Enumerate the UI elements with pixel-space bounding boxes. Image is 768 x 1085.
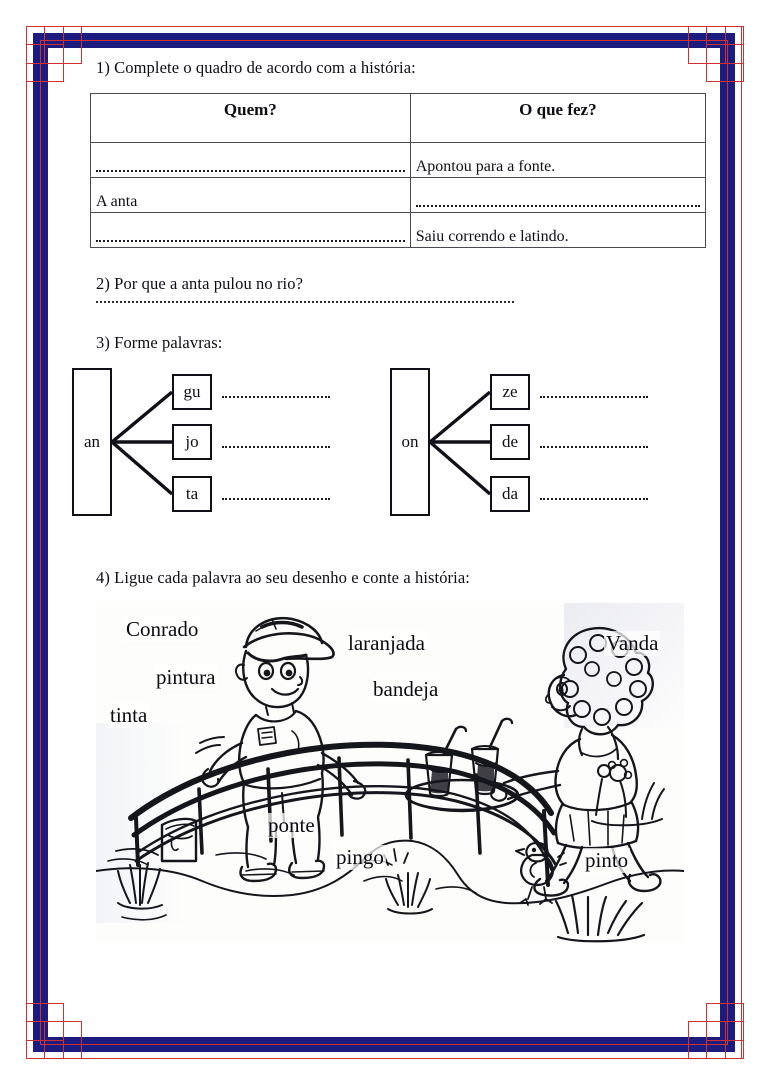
border-navy-top: [33, 33, 735, 48]
corner-knot-br-c: [706, 1003, 744, 1041]
corner-knot-bl-c: [26, 1003, 64, 1041]
picture-word-tinta[interactable]: tinta: [110, 702, 148, 727]
table-header-o-que-fez: O que fez?: [410, 93, 705, 142]
table-row: [91, 177, 706, 212]
corner-knot-bl-a: [26, 1021, 64, 1059]
stem-box-on: on: [390, 368, 430, 516]
corner-knot-tl-c: [26, 44, 64, 82]
picture-word-laranjada[interactable]: laranjada: [348, 630, 425, 655]
cell-fez-3: [410, 212, 705, 247]
cell-text: Saiu correndo e latindo.: [415, 227, 569, 245]
picture-word-vanda[interactable]: Vanda: [606, 630, 659, 655]
syllable-box-ta: ta: [172, 476, 212, 512]
stem-box-an: an: [72, 368, 112, 516]
table-header-row: [91, 93, 706, 142]
cell-text: A anta: [96, 192, 138, 210]
cell-quem-2: [91, 177, 411, 212]
cell-quem-1[interactable]: [91, 142, 411, 177]
word-builder-on: [390, 366, 708, 534]
syllable-box-gu: gu: [172, 374, 212, 410]
syllable-box-jo: jo: [172, 424, 212, 460]
picture-word-ponte[interactable]: ponte: [268, 812, 315, 837]
syllable-box-de: de: [490, 424, 530, 460]
question-4-block: [60, 568, 708, 943]
cell-fez-2[interactable]: [410, 177, 705, 212]
corner-knot-tr-c: [706, 44, 744, 82]
word-answer-blank[interactable]: [540, 396, 648, 398]
bridge-scene-illustration: [96, 603, 684, 943]
picture-word-conrado[interactable]: Conrado: [126, 616, 199, 641]
question-2-answer-blank[interactable]: [96, 301, 514, 303]
corner-knot-br-b: [688, 1021, 726, 1059]
corner-knot-bl-b: [44, 1021, 82, 1059]
border-navy-bottom: [33, 1037, 735, 1052]
table-row: [91, 212, 706, 247]
picture-word-pingo[interactable]: pingo: [336, 844, 384, 869]
picture-word-bandeja[interactable]: bandeja: [373, 676, 439, 701]
word-answer-blank[interactable]: [222, 446, 330, 448]
word-builders: [60, 366, 708, 534]
answer-blank[interactable]: [91, 170, 410, 177]
connector-lines-an: [72, 366, 390, 534]
question-3-prompt: 3) Forme palavras:: [96, 333, 223, 353]
story-table: [90, 93, 706, 248]
worksheet-content: [60, 58, 708, 943]
cell-quem-3[interactable]: [91, 212, 411, 247]
corner-knot-tr-a: [706, 26, 744, 64]
word-answer-blank[interactable]: [540, 446, 648, 448]
word-builder-an: [72, 366, 390, 534]
question-3-block: [60, 333, 708, 534]
question-2-prompt: 2) Por que a anta pulou no rio?: [96, 273, 304, 293]
syllable-box-da: da: [490, 476, 530, 512]
picture-word-pinto[interactable]: pinto: [585, 847, 629, 872]
cell-fez-1: [410, 142, 705, 177]
word-answer-blank[interactable]: [222, 396, 330, 398]
border-navy-left: [33, 33, 48, 1052]
word-answer-blank[interactable]: [222, 498, 330, 500]
table-header-quem: Quem?: [91, 93, 411, 142]
corner-knot-br-a: [706, 1021, 744, 1059]
word-answer-blank[interactable]: [540, 498, 648, 500]
answer-blank[interactable]: [411, 205, 705, 212]
syllable-box-ze: ze: [490, 374, 530, 410]
question-1-prompt: 1) Complete o quadro de acordo com a história:: [96, 58, 416, 77]
picture-word-pintura[interactable]: pintura: [156, 664, 216, 689]
question-4-prompt: 4) Ligue cada palavra ao seu desenho e conte a história:: [96, 567, 470, 587]
answer-blank[interactable]: [91, 240, 410, 247]
question-1-table-wrapper: [60, 93, 708, 248]
connector-lines-on: [390, 366, 708, 534]
question-2-block: [60, 274, 708, 304]
corner-knot-tl-a: [26, 26, 64, 64]
cell-text: Apontou para a fonte.: [415, 157, 556, 175]
table-row: [91, 142, 706, 177]
border-navy-right: [720, 33, 735, 1052]
